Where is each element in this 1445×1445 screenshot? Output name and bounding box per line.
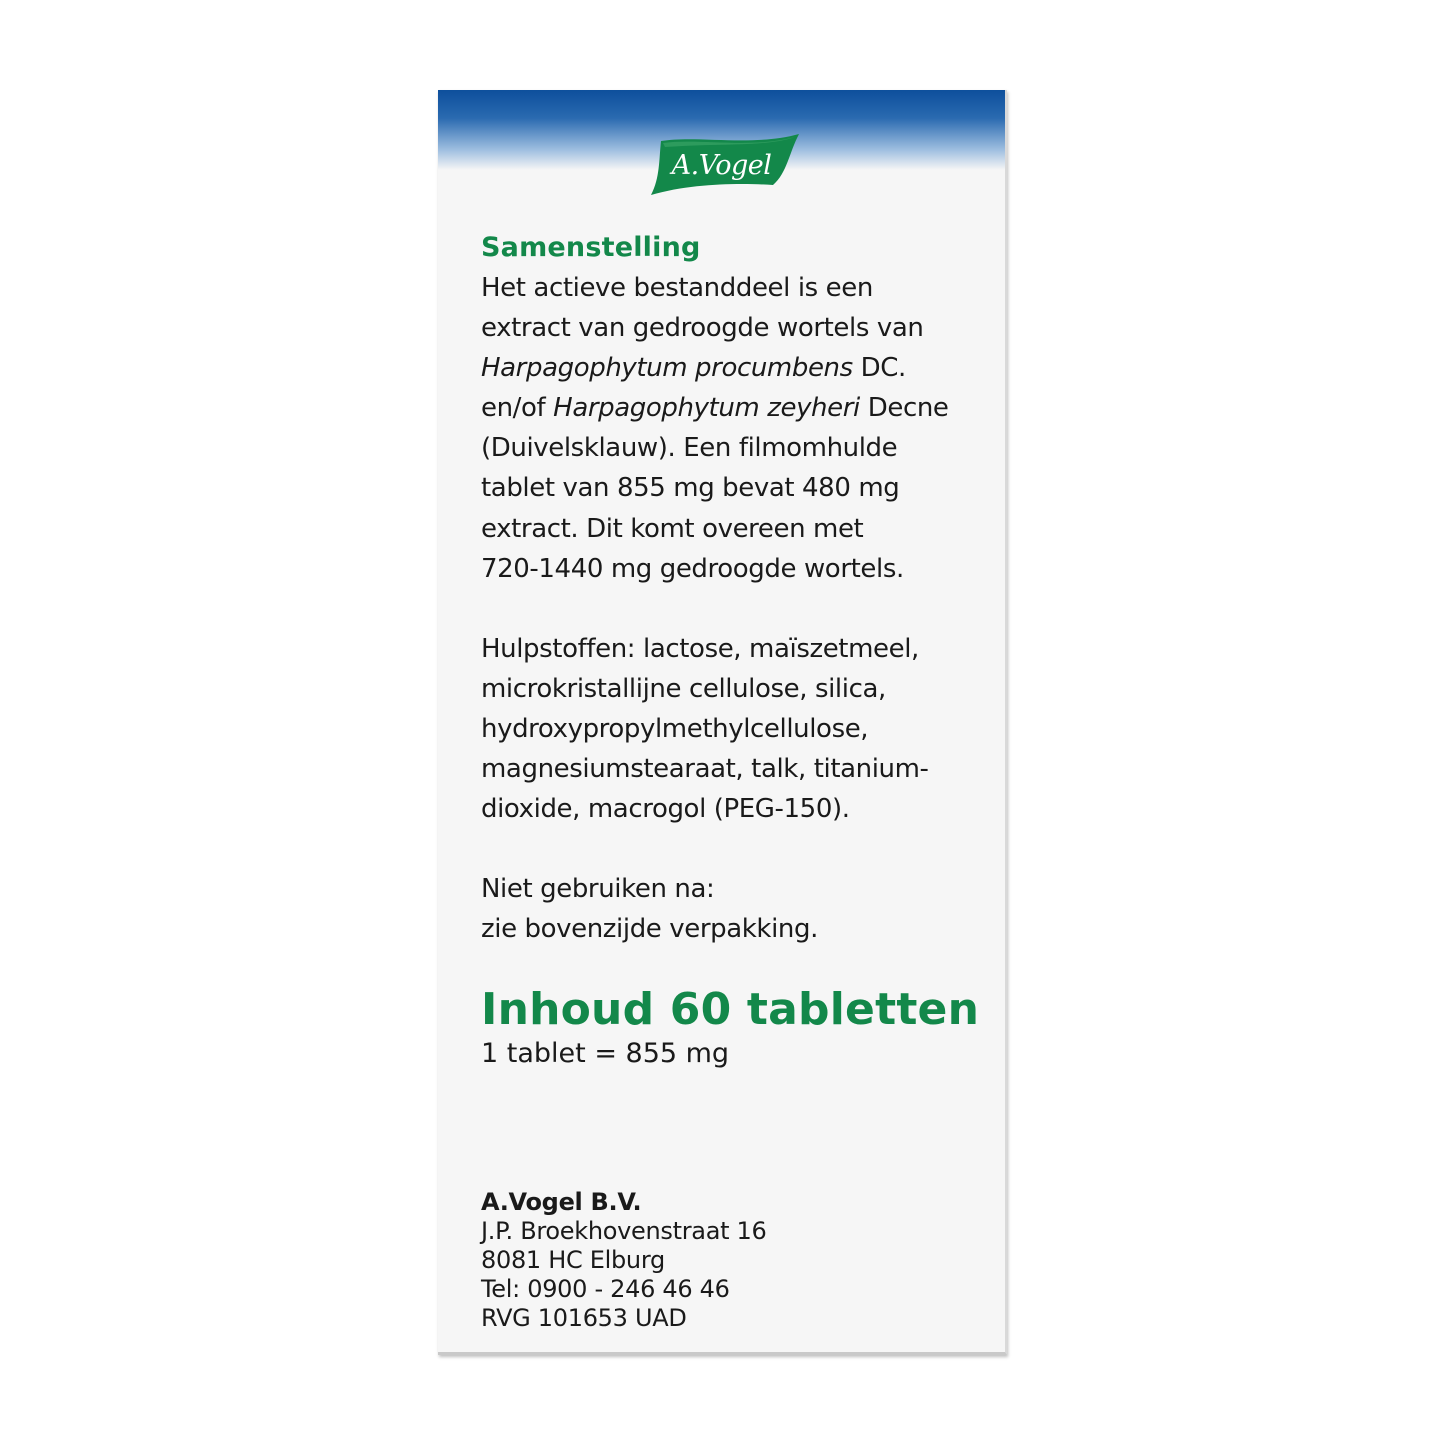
composition-line	[481, 509, 1001, 549]
spacer	[481, 589, 1001, 629]
composition-line	[481, 268, 1001, 308]
composition-line	[481, 468, 1001, 508]
expiry-line: zie bovenzijde verpakking.	[481, 914, 818, 945]
species-name: Harpagophytum procumbens	[481, 353, 853, 384]
composition-line	[481, 348, 1001, 388]
manufacturer-street: J.P. Broekhovenstraat 16	[481, 1217, 767, 1245]
excipients-line: dioxide, macrogol (PEG-150).	[481, 794, 850, 825]
composition-text	[481, 268, 1001, 589]
composition-line-text: extract van gedroogde wortels van	[481, 313, 924, 344]
brand-logo-text: A.Vogel	[671, 149, 772, 181]
species-author: Decne	[859, 393, 949, 424]
excipients-line: microkristallijne cellulose, silica,	[481, 673, 886, 704]
excipients-text	[481, 629, 1001, 829]
composition-line-text: en/of	[481, 393, 554, 424]
registration-number: RVG 101653 UAD	[481, 1304, 687, 1332]
excipients-line: magnesiumstearaat, talk, titanium-	[481, 754, 929, 785]
composition-line-text: 720-1440 mg gedroogde wortels.	[481, 553, 904, 584]
composition-line-text: Het actieve bestanddeel is een	[481, 273, 873, 303]
composition-heading: Samenstelling	[481, 232, 701, 263]
expiry-text	[481, 869, 1001, 949]
composition-line	[481, 549, 1001, 589]
composition-line	[481, 428, 1001, 468]
excipients-line: Hulpstoffen: lactose, maïszetmeel,	[481, 633, 919, 664]
manufacturer-name: A.Vogel B.V.	[481, 1188, 642, 1216]
species-name: Harpagophytum zeyheri	[553, 393, 860, 424]
excipients-line: hydroxypropylmethylcellulose,	[481, 713, 869, 744]
expiry-line: Niet gebruiken na:	[481, 874, 715, 905]
package-side-panel	[438, 90, 1007, 1355]
manufacturer-city: 8081 HC Elburg	[481, 1246, 665, 1274]
composition-section	[481, 228, 1001, 1070]
composition-line-text: (Duivelsklauw). Een filmomhulde	[481, 433, 898, 464]
composition-line	[481, 308, 1001, 348]
manufacturer-address	[481, 1188, 767, 1333]
spacer	[481, 829, 1001, 869]
composition-line-text: extract. Dit komt overeen met	[481, 513, 864, 544]
composition-line	[481, 388, 1001, 428]
composition-line-text: tablet van 855 mg bevat 480 mg	[481, 473, 900, 504]
species-author: DC.	[852, 353, 906, 384]
brand-logo	[647, 133, 802, 197]
manufacturer-phone: Tel: 0900 - 246 46 46	[481, 1275, 730, 1303]
contents-title: Inhoud 60 tabletten	[481, 984, 980, 1036]
contents-subtitle: 1 tablet = 855 mg	[481, 1038, 730, 1070]
